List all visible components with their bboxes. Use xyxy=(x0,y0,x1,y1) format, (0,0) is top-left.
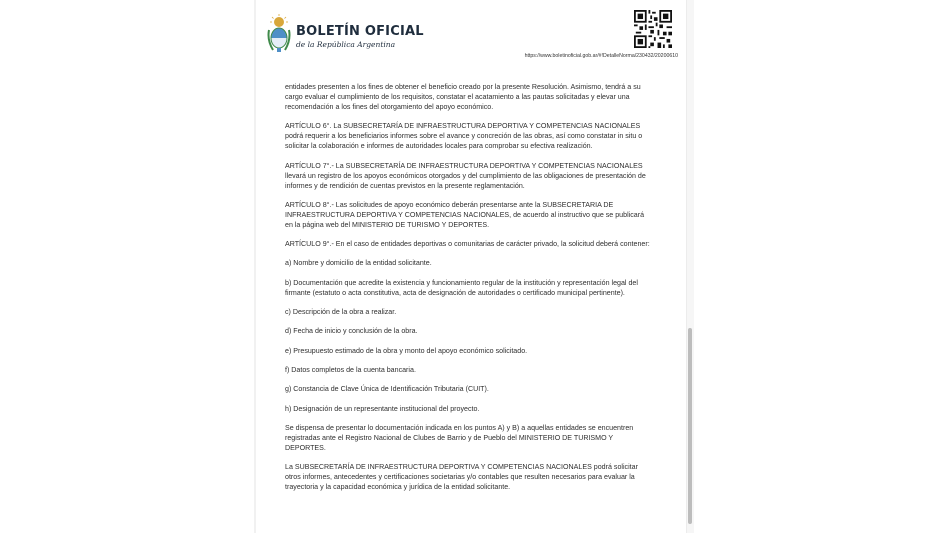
paragraph-intro: entidades presenten a los fines de obtener el beneficio creado por la presente Resolución. Asimismo, tendrá a su cargo evaluar el cumplimiento de los requisitos, constatar el acatamiento a las pautas solicitadas y elevar una recomendación a los fines del otorgamiento del apoyo económico. xyxy=(285,83,641,111)
brand-title: BOLETÍN OFICIAL xyxy=(296,24,424,39)
brand-block xyxy=(296,24,424,49)
coat-of-arms-icon xyxy=(266,14,292,54)
article-9: ARTÍCULO 9°.- En el caso de entidades deportivas o comunitarias de carácter privado, la solicitud deberá contener: xyxy=(285,240,650,249)
list-item-a: a) Nombre y domicilio de la entidad solicitante. xyxy=(285,259,432,268)
list-item-b: b) Documentación que acredite la existencia y funcionamiento regular de la institución y representación legal del firmante (estatuto o acta constitutiva, acta de designación de autoridades o certificado municipal pertinente). xyxy=(285,278,638,297)
document-body xyxy=(285,82,657,501)
list-item-e: e) Presupuesto estimado de la obra y monto del apoyo económico solicitado. xyxy=(285,346,528,355)
document-header xyxy=(264,10,684,70)
document-url[interactable]: https://www.boletinoficial.gob.ar/#!DetalleNorma/230432/20200610 xyxy=(524,53,678,59)
list-item-f: f) Datos completos de la cuenta bancaria. xyxy=(285,365,416,374)
brand-subtitle: de la República Argentina xyxy=(296,40,396,49)
list-item-d: d) Fecha de inicio y conclusión de la obra. xyxy=(285,327,418,336)
article-6: ARTÍCULO 6°. La SUBSECRETARÍA DE INFRAESTRUCTURA DEPORTIVA Y COMPETENCIAS NACIONALES podrá requerir a los beneficiarios informes sobre el avance y concreción de las obras, así como constatar in situ o solicitar la colaboración e informes de autoridades locales para comprobar su efectiva realización. xyxy=(285,122,643,151)
list-item-c: c) Descripción de la obra a realizar. xyxy=(285,308,397,317)
list-item-h: h) Designación de un representante institucional del proyecto. xyxy=(285,404,480,413)
paragraph-closing: La SUBSECRETARÍA DE INFRAESTRUCTURA DEPORTIVA Y COMPETENCIAS NACIONALES podrá solicitar otros informes, antecedentes y certificaciones societarias y/o contables que resulten necesarios para evaluar la trayectoria y la capacidad económica y jurídica de la entidad solicitante. xyxy=(285,463,638,492)
article-7: ARTÍCULO 7°.- La SUBSECRETARÍA DE INFRAESTRUCTURA DEPORTIVA Y COMPETENCIAS NACIONALES llevará un registro de los apoyos económicos otorgados y del cumplimiento de las obligaciones de presentación de informes y de rendición de cuentas previstos en la presente reglamentación. xyxy=(285,161,646,190)
scrollbar-thumb[interactable] xyxy=(688,328,692,524)
qr-code-icon xyxy=(634,10,672,48)
paragraph-dispensa: Se dispensa de presentar lo documentación indicada en los puntos A) y B) a aquellas entidades se encuentren registradas ante el Registro Nacional de Clubes de Barrio y de Pueblo del MINISTERIO DE TURISMO Y DEPORTES. xyxy=(285,423,634,452)
article-8: ARTÍCULO 8°.- Las solicitudes de apoyo económico deberán presentarse ante la SUBSECRETARIA DE INFRAESTRUCTURA DEPORTIVA Y COMPETENCIAS NACIONALES, de acuerdo al instructivo que se publicará en la página web del MINISTERIO DE TURISMO Y DEPORTES. xyxy=(285,200,645,229)
list-item-g: g) Constancia de Clave Única de Identificación Tributaria (CUIT). xyxy=(285,385,489,394)
